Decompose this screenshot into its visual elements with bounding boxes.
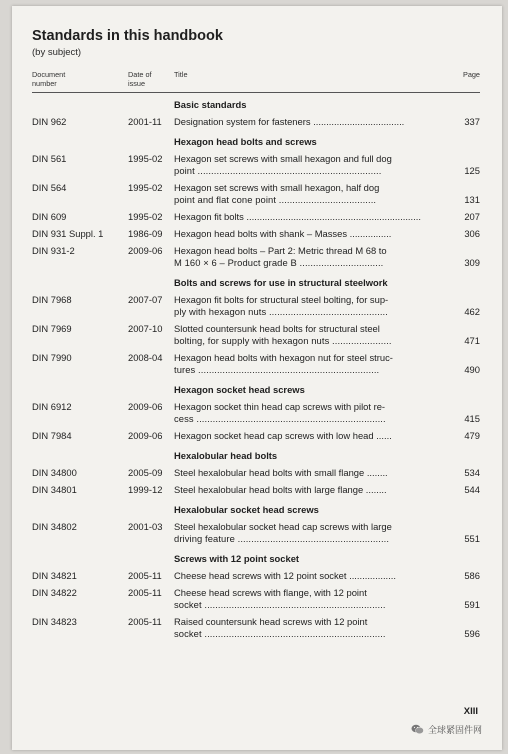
title-line: Hexagon set screws with small hexagon and full dog xyxy=(174,153,392,164)
standard-title xyxy=(174,323,442,347)
page-reference: 125 xyxy=(464,165,480,176)
watermark-text: 全球紧固件网 xyxy=(427,725,482,735)
column-header-page: Page xyxy=(462,70,480,79)
standard-entry xyxy=(32,292,480,321)
standard-entry xyxy=(32,151,480,180)
page-reference: 591 xyxy=(464,599,480,610)
page-reference: 490 xyxy=(464,364,480,375)
column-header-document-number: Document number xyxy=(32,70,66,88)
issue-date: 2007-10 xyxy=(128,323,163,334)
page-title: Standards in this handbook xyxy=(32,28,223,44)
page-reference: 534 xyxy=(464,467,480,478)
document-number: DIN 34802 xyxy=(32,521,77,532)
wechat-icon xyxy=(411,724,424,735)
section-heading: Bolts and screws for use in structural steelwork xyxy=(174,277,388,288)
title-line: ply with hexagon nuts ............................................ xyxy=(174,306,388,317)
issue-date: 1995-02 xyxy=(128,182,163,193)
standard-title xyxy=(174,228,442,240)
issue-date: 2001-03 xyxy=(128,521,163,532)
section-heading: Hexalobular socket head screws xyxy=(174,504,319,515)
title-line: Cheese head screws with 12 point socket .................. xyxy=(174,570,396,581)
issue-date: 2001-11 xyxy=(128,116,162,127)
title-line: Hexagon fit bolts ................................................................... xyxy=(174,211,421,222)
issue-date: 2009-06 xyxy=(128,430,163,441)
document-number: DIN 34801 xyxy=(32,484,77,495)
standard-title xyxy=(174,116,442,128)
page-subtitle: (by subject) xyxy=(32,47,82,58)
standard-entry xyxy=(32,350,480,379)
page-reference: 586 xyxy=(464,570,480,581)
page-reference: 415 xyxy=(464,413,480,424)
issue-date: 2009-06 xyxy=(128,401,163,412)
standard-entry xyxy=(32,465,480,482)
issue-date: 2009-06 xyxy=(128,245,163,256)
standard-title xyxy=(174,294,442,318)
standards-list xyxy=(32,94,480,643)
section-heading: Basic standards xyxy=(174,99,247,110)
title-line: Cheese head screws with flange, with 12 point xyxy=(174,587,367,598)
standard-title xyxy=(174,616,442,640)
page-reference: 306 xyxy=(464,228,480,239)
title-line: Steel hexalobular socket head cap screws with large xyxy=(174,521,392,532)
section-heading: Hexagon socket head screws xyxy=(174,384,305,395)
standard-entry xyxy=(32,519,480,548)
standard-entry xyxy=(32,614,480,643)
document-number: DIN 7968 xyxy=(32,294,72,305)
page-number-roman: XIII xyxy=(463,706,478,717)
title-line: Hexagon socket thin head cap screws with pilot re- xyxy=(174,401,386,412)
standard-entry xyxy=(32,321,480,350)
title-line: M 160 × 6 – Product grade B ............................... xyxy=(174,257,384,268)
standard-entry xyxy=(32,482,480,499)
standard-title xyxy=(174,245,442,269)
page-reference: 551 xyxy=(464,533,480,544)
document-number: DIN 34821 xyxy=(32,570,77,581)
title-line: Steel hexalobular head bolts with small flange ........ xyxy=(174,467,388,478)
standard-title xyxy=(174,182,442,206)
standard-title xyxy=(174,153,442,177)
document-number: DIN 7969 xyxy=(32,323,72,334)
section-heading: Hexalobular head bolts xyxy=(174,450,278,461)
issue-date: 2008-04 xyxy=(128,352,163,363)
watermark xyxy=(411,723,482,736)
document-number: DIN 34822 xyxy=(32,587,77,598)
issue-date: 1995-02 xyxy=(128,211,163,222)
title-line: socket ................................................................... xyxy=(174,628,386,639)
title-line: Hexagon fit bolts for structural steel bolting, for sup- xyxy=(174,294,389,305)
document-number: DIN 931-2 xyxy=(32,245,75,256)
column-header-title: Title xyxy=(174,70,188,79)
standard-entry xyxy=(32,399,480,428)
standard-title xyxy=(174,570,442,582)
issue-date: 1986-09 xyxy=(128,228,163,239)
document-number: DIN 931 Suppl. 1 xyxy=(32,228,104,239)
document-number: DIN 564 xyxy=(32,182,67,193)
document-number: DIN 34823 xyxy=(32,616,77,627)
document-number: DIN 6912 xyxy=(32,401,72,412)
standard-title xyxy=(174,211,442,223)
title-line: point and flat cone point .................................... xyxy=(174,194,377,205)
column-header-date-of-issue: Date of issue xyxy=(128,70,152,88)
page-reference: 131 xyxy=(464,194,480,205)
standard-title xyxy=(174,430,442,442)
document-number: DIN 34800 xyxy=(32,467,77,478)
standard-title xyxy=(174,484,442,496)
standard-title xyxy=(174,401,442,425)
header-divider xyxy=(32,92,480,93)
page-reference: 479 xyxy=(464,430,480,441)
title-line: Hexagon socket head cap screws with low head ...... xyxy=(174,430,392,441)
page-reference: 596 xyxy=(464,628,480,639)
standard-entry xyxy=(32,226,480,243)
standard-title xyxy=(174,521,442,545)
title-line: Hexagon head bolts with shank – Masses ................ xyxy=(174,228,392,239)
title-line: Slotted countersunk head bolts for structural steel xyxy=(174,323,380,334)
page-reference: 207 xyxy=(464,211,480,222)
issue-date: 1999-12 xyxy=(128,484,163,495)
page-reference: 544 xyxy=(464,484,480,495)
standard-entry xyxy=(32,114,480,131)
issue-date: 2005-09 xyxy=(128,467,163,478)
handbook-page xyxy=(12,6,502,750)
document-number: DIN 962 xyxy=(32,116,67,127)
page-reference: 309 xyxy=(464,257,480,268)
document-number: DIN 561 xyxy=(32,153,67,164)
page-reference: 471 xyxy=(464,335,480,346)
title-line: Raised countersunk head screws with 12 point xyxy=(174,616,368,627)
title-line: Hexagon head bolts with hexagon nut for steel struc- xyxy=(174,352,393,363)
title-line: tures ................................................................... xyxy=(174,364,380,375)
standard-entry xyxy=(32,209,480,226)
standard-entry xyxy=(32,428,480,445)
title-line: Hexagon head bolts – Part 2: Metric thread M 68 to xyxy=(174,245,387,256)
section-heading: Hexagon head bolts and screws xyxy=(174,136,317,147)
issue-date: 2007-07 xyxy=(128,294,163,305)
title-line: socket ................................................................... xyxy=(174,599,386,610)
title-line: Hexagon set screws with small hexagon, half dog xyxy=(174,182,380,193)
title-line: Steel hexalobular head bolts with large flange ........ xyxy=(174,484,387,495)
issue-date: 2005-11 xyxy=(128,616,162,627)
standard-title xyxy=(174,467,442,479)
document-number: DIN 7990 xyxy=(32,352,72,363)
issue-date: 1995-02 xyxy=(128,153,163,164)
document-number: DIN 7984 xyxy=(32,430,72,441)
standard-entry xyxy=(32,180,480,209)
title-line: cess ...................................................................... xyxy=(174,413,386,424)
title-line: point .................................................................... xyxy=(174,165,382,176)
issue-date: 2005-11 xyxy=(128,587,162,598)
issue-date: 2005-11 xyxy=(128,570,162,581)
standard-entry xyxy=(32,585,480,614)
title-line: Designation system for fasteners ................................... xyxy=(174,116,405,127)
document-number: DIN 609 xyxy=(32,211,67,222)
standard-title xyxy=(174,587,442,611)
title-line: bolting, for supply with hexagon nuts ...................... xyxy=(174,335,392,346)
standard-title xyxy=(174,352,442,376)
section-heading: Screws with 12 point socket xyxy=(174,553,300,564)
title-line: driving feature ........................................................ xyxy=(174,533,390,544)
page-reference: 337 xyxy=(464,116,480,127)
page-reference: 462 xyxy=(464,306,480,317)
standard-entry xyxy=(32,243,480,272)
standard-entry xyxy=(32,568,480,585)
